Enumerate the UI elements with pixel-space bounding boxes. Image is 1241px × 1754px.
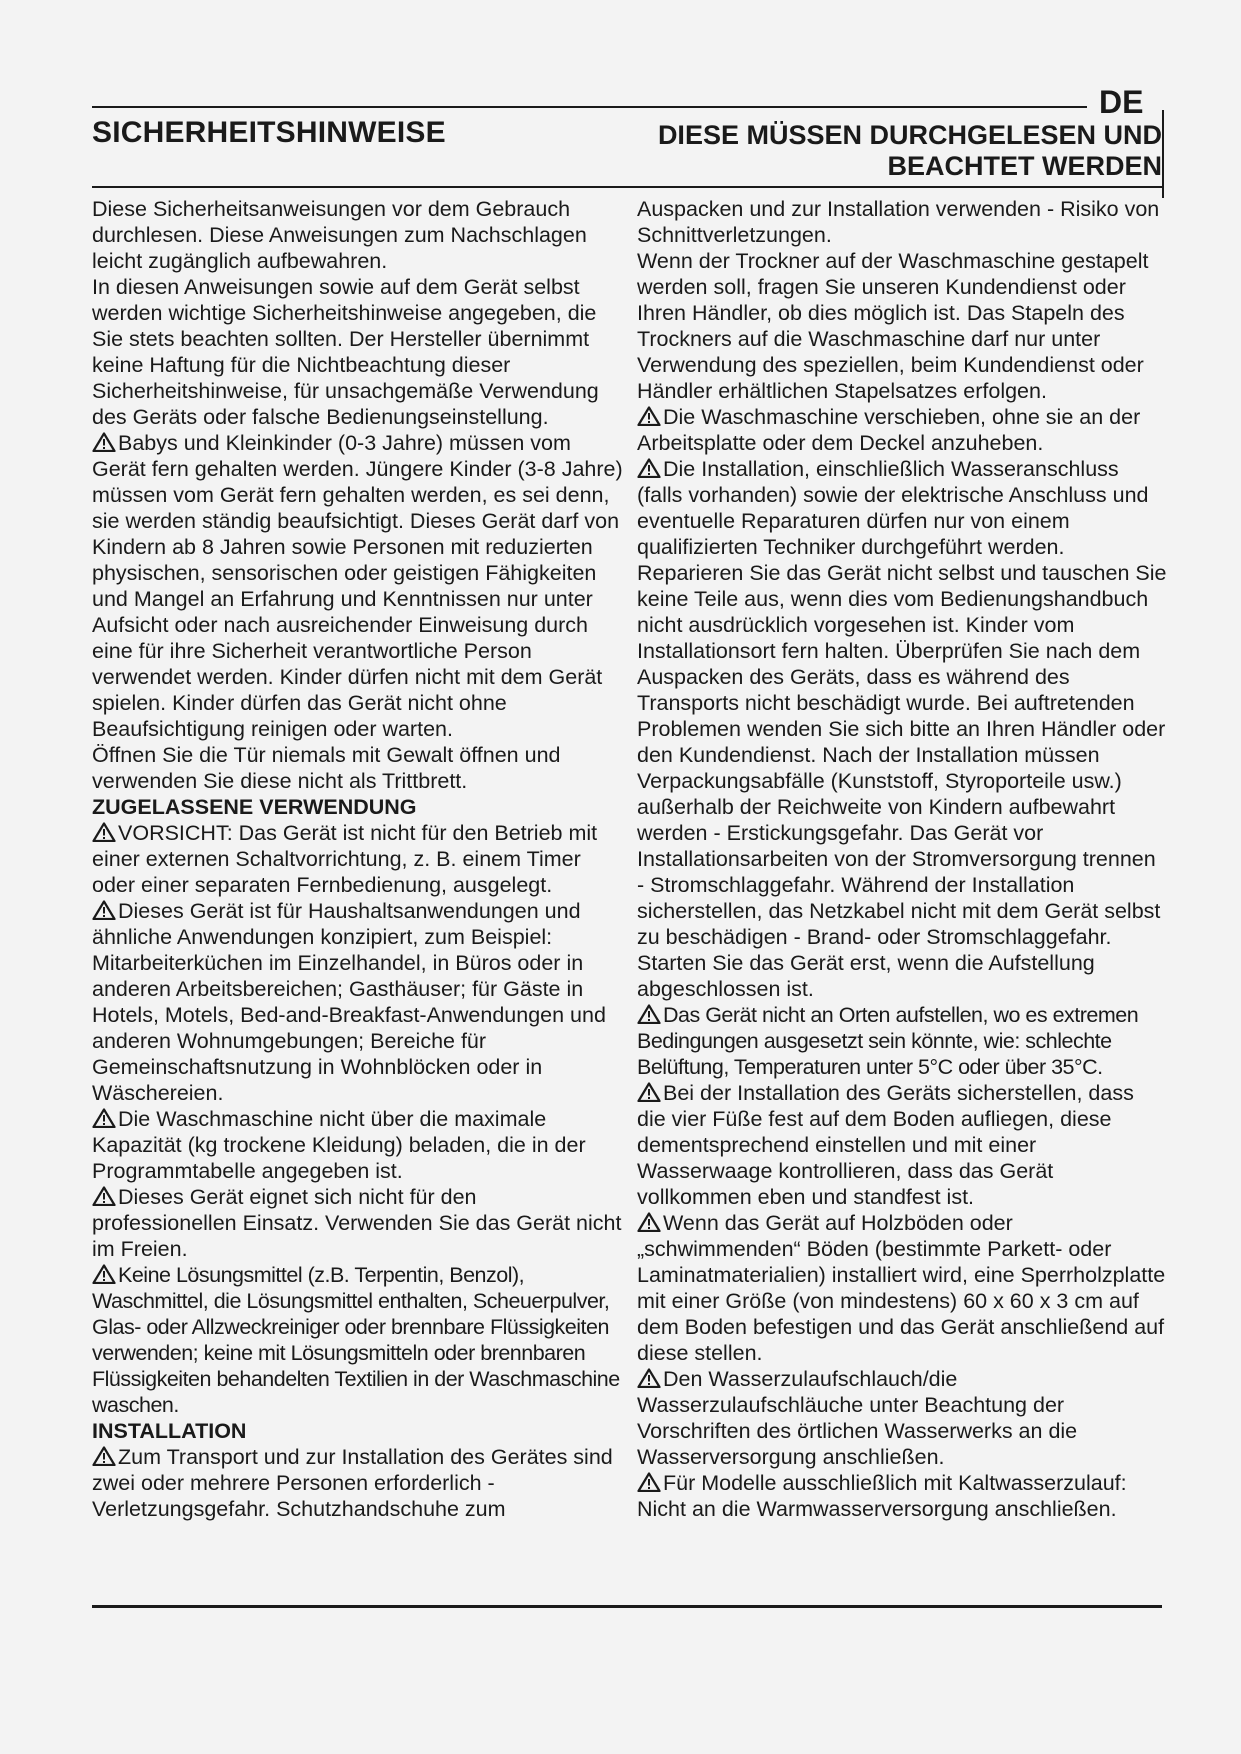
warning-paragraph: Das Gerät nicht an Orten aufstellen, wo es extremen Bedingungen ausgesetzt sein könnte, wie: schlechte Belüftung, Temperaturen unter 5°C oder über 35°C. — [637, 1003, 1139, 1079]
warning-icon — [637, 1368, 661, 1388]
warning-paragraph: Den Wasserzulaufschlauch/die Wasserzulaufschläuche unter Beachtung der Vorschriften des örtlichen Wasserwerks an die Wasserversorgung anschließen. — [637, 1367, 1078, 1469]
warning-paragraph: Die Installation, einschließlich Wasseranschluss (falls vorhanden) sowie der elektrische Anschluss und eventuelle Reparaturen dürfen nur von einem qualifizierten Techniker durchgeführt werden. Reparieren Sie das Gerät nicht selbst und tauschen Sie keine Teile aus, wenn dies vom Bedienungshandbuch nicht ausdrücklich vorgesehen ist. Kinder vom Installationsort fern halten. Überprüfen Sie nach dem Auspacken des Geräts, dass es während des Transports nicht beschädigt wurde. Bei auftretenden Problemen wenden Sie sich bitte an Ihren Händler oder den Kundendienst. Nach der Installation müssen Verpackungsabfälle (Kunststoff, Styroporteile usw.) außerhalb der Reichweite von Kindern aufbewahrt werden - Erstickungsgefahr. Das Gerät vor Installationsarbeiten von der Stromversorgung trennen - Stromschlaggefahr. Während der Installation sicherstellen, das Netzkabel nicht mit dem Gerät selbst zu beschädigen - Brand- oder Stromschlaggefahr. Starten Sie das Gerät erst, wenn die Aufstellung abgeschlossen ist. — [637, 457, 1167, 1001]
warning-icon — [637, 1472, 661, 1492]
warning-paragraph: Dieses Gerät eignet sich nicht für den professionellen Einsatz. Verwenden Sie das Gerät nicht im Freien. — [92, 1185, 622, 1261]
subtitle-line-2: BEACHTET WERDEN — [887, 151, 1162, 181]
warning-paragraph: Für Modelle ausschließlich mit Kaltwasserzulauf: Nicht an die Warmwasserversorgung anschließen. — [637, 1471, 1127, 1521]
warning-icon — [637, 1212, 661, 1232]
footer-rule — [92, 1605, 1162, 1608]
header-vertical-rule — [1162, 110, 1164, 198]
warning-paragraph: Babys und Kleinkinder (0-3 Jahre) müssen vom Gerät fern gehalten werden. Jüngere Kinder (3-8 Jahre) müssen vom Gerät fern gehalten werden, es sei denn, sie werden ständig beaufsichtigt. Dieses Gerät darf von Kindern ab 8 Jahren sowie Personen mit reduzierten physischen, sensorischen oder geistigen Fähigkeiten und Mangel an Erfahrung und Kenntnissen nur unter Aufsicht oder nach ausreichender Einweisung durch eine für ihre Sicherheit verantwortliche Person verwendet werden. Kinder dürfen nicht mit dem Gerät spielen. Kinder dürfen das Gerät nicht ohne Beaufsichtigung reinigen oder warten. — [92, 431, 623, 741]
warning-icon — [92, 1446, 116, 1466]
warning-icon — [92, 900, 116, 920]
warning-paragraph: VORSICHT: Das Gerät ist nicht für den Betrieb mit einer externen Schaltvorrichtung, z. B. einem Timer oder einer separaten Fernbedienung, ausgelegt. — [92, 821, 598, 897]
warning-icon — [637, 1082, 661, 1102]
warning-icon — [637, 1004, 661, 1024]
paragraph: Diese Sicherheitsanweisungen vor dem Gebrauch durchlesen. Diese Anweisungen zum Nachschlagen leicht zugänglich aufbewahren. — [92, 197, 587, 273]
warning-paragraph: Die Waschmaschine verschieben, ohne sie an der Arbeitsplatte oder dem Deckel anzuheben. — [637, 405, 1141, 455]
warning-paragraph: Keine Lösungsmittel (z.B. Terpentin, Benzol), Waschmittel, die Lösungsmittel enthalten, Scheuerpulver, Glas- oder Allzweckreiniger oder brennbare Flüssigkeiten verwenden; keine mit Lösungsmitteln oder brennbaren Flüssigkeiten behandelten Textilien in der Waschmaschine waschen. — [92, 1263, 620, 1417]
paragraph: In diesen Anweisungen sowie auf dem Gerät selbst werden wichtige Sicherheitshinweise angegeben, die Sie stets beachten sollten. Der Hersteller übernimmt keine Haftung für die Nichtbeachtung dieser Sicherheitshinweise, für unsachgemäße Verwendung des Geräts oder falsche Bedienungseinstellung. — [92, 275, 599, 429]
language-code: DE — [1099, 84, 1144, 120]
warning-paragraph: Dieses Gerät ist für Haushaltsanwendungen und ähnliche Anwendungen konzipiert, zum Beispiel: Mitarbeiterküchen im Einzelhandel, in Büros oder in anderen Arbeitsbereichen; Gasthäuser; für Gäste in Hotels, Motels, Bed-and-Breakfast-Anwendungen und anderen Wohnumgebungen; Bereiche für Gemeinschaftsnutzung in Wohnblöcken oder in Wäschereien. — [92, 899, 606, 1105]
warning-icon — [637, 406, 661, 426]
page-subtitle — [600, 120, 1162, 182]
warning-icon — [92, 1108, 116, 1128]
warning-icon — [92, 1186, 116, 1206]
top-rule — [92, 106, 1087, 108]
subtitle-line-1: DIESE MÜSSEN DURCHGELESEN UND — [657, 120, 1162, 150]
warning-icon — [92, 1264, 116, 1284]
section-heading-installation: INSTALLATION — [92, 1419, 247, 1443]
warning-icon — [92, 822, 116, 842]
warning-icon — [92, 432, 116, 452]
paragraph: Öffnen Sie die Tür niemals mit Gewalt öffnen und verwenden Sie diese nicht als Trittbrett. — [92, 743, 561, 793]
warning-paragraph: Bei der Installation des Geräts sicherstellen, dass die vier Füße fest auf dem Boden aufliegen, diese dementsprechend einstellen und mit einer Wasserwaage kontrollieren, dass das Gerät vollkommen eben und standfest ist. — [637, 1081, 1134, 1209]
warning-icon — [637, 458, 661, 478]
right-column — [637, 196, 1167, 1522]
page-title: SICHERHEITSHINWEISE — [92, 116, 446, 149]
left-column — [92, 196, 625, 1522]
paragraph: Auspacken und zur Installation verwenden - Risiko von Schnittverletzungen. — [637, 197, 1160, 247]
warning-paragraph: Die Waschmaschine nicht über die maximale Kapazität (kg trockene Kleidung) beladen, die in der Programmtabelle angegeben ist. — [92, 1107, 586, 1183]
paragraph: Wenn der Trockner auf der Waschmaschine gestapelt werden soll, fragen Sie unseren Kundendienst oder Ihren Händler, ob dies möglich ist. Das Stapeln des Trockners auf die Waschmaschine darf nur unter Verwendung des speziellen, beim Kundendienst oder Händler erhältlichen Stapelsatzes erfolgen. — [637, 249, 1149, 403]
warning-paragraph: Zum Transport und zur Installation des Gerätes sind zwei oder mehrere Personen erforderlich - Verletzungsgefahr. Schutzhandschuhe zum — [92, 1445, 613, 1521]
header-rule — [92, 186, 1162, 188]
section-heading-use: ZUGELASSENE VERWENDUNG — [92, 795, 417, 819]
warning-paragraph: Wenn das Gerät auf Holzböden oder „schwimmenden“ Böden (bestimmte Parkett- oder Laminatmaterialien) installiert wird, eine Sperrholzplatte mit einer Größe (von mindestens) 60 x 60 x 3 cm auf dem Boden befestigen und das Gerät anschließend auf diese stellen. — [637, 1211, 1166, 1365]
